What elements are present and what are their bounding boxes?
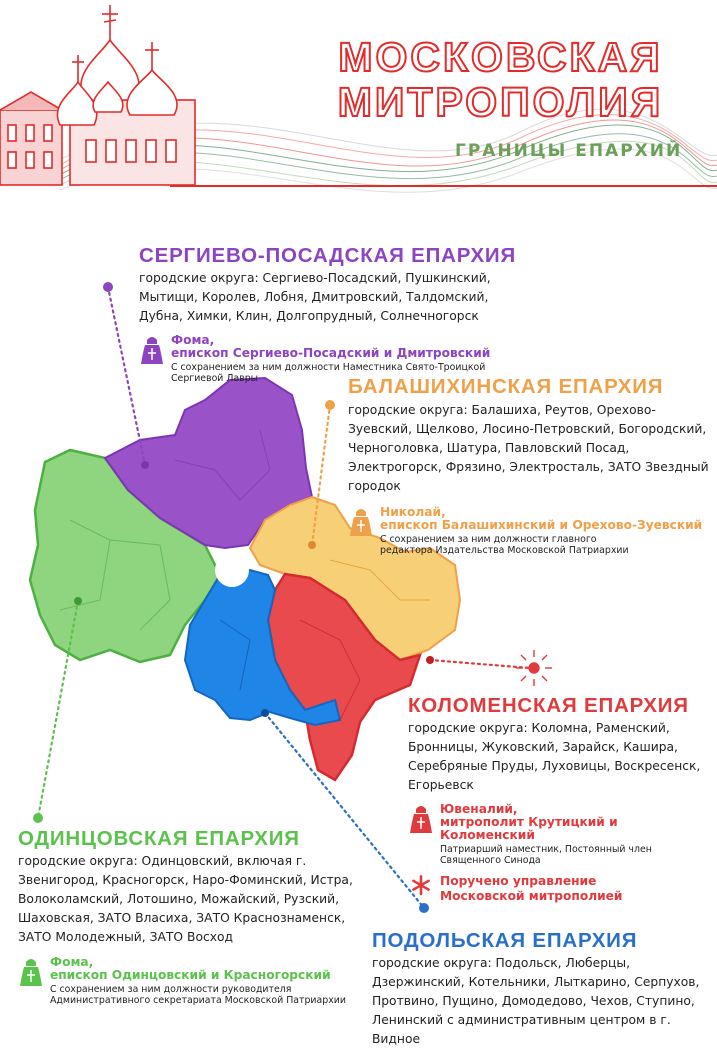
bishop-name: Ювеналий, — [440, 802, 518, 816]
eparchy-odintsovo — [18, 827, 358, 1006]
marker-sergiev-start — [141, 461, 149, 469]
bishop-name: Фома, — [171, 333, 215, 347]
eparchy-title: БАЛАШИХИНСКАЯ ЕПАРХИЯ — [348, 375, 664, 398]
eparchy-districts: городские округа: Коломна, Раменский, Бронницы, Жуковский, Зарайск, Кашира, Серебряные Пруды, Луховицы, Воскресенск, Егорьевск — [408, 721, 701, 792]
bishop-name: Фома, — [50, 955, 94, 969]
bishop-icon — [139, 334, 165, 364]
marker-podolsk-start — [261, 709, 269, 717]
marker-odintsovo-end — [33, 813, 43, 823]
eparchy-title: СЕРГИЕВО-ПОСАДСКАЯ ЕПАРХИЯ — [139, 244, 516, 267]
bishop-title: митрополит Крутицкий и Коломенский — [440, 815, 618, 842]
leader-odintsovo — [38, 601, 78, 818]
bishop-note: С сохранением за ним должности руководителя Административного секретариата Московской Патриархии — [50, 984, 346, 1006]
eparchy-districts: городские округа: Балашиха, Реутов, Орехово-Зуевский, Щелково, Лосино-Петровский, Богородский, Черноголовка, Шатура, Павловский Посад, Электрогорск, Фрязино, Электросталь, ЗАТО Звездный городок — [348, 403, 709, 493]
eparchy-title: ПОДОЛЬСКАЯ ЕПАРХИЯ — [372, 929, 638, 952]
bishop-icon — [408, 803, 434, 833]
marker-kolomna-start — [426, 656, 434, 664]
eparchy-kolomna — [408, 694, 713, 904]
bishop-title: епископ Одинцовский и Красногорский — [50, 968, 331, 982]
leader-balashikha — [312, 405, 330, 545]
bishop-note: С сохранением за ним должности главного редактора Издательства Московской Патриархии — [380, 534, 629, 556]
marker-podolsk-end — [419, 903, 429, 913]
marker-kolomna-burst — [516, 650, 552, 686]
bishop-note: Патриарший наместник, Постоянный член Священного Синода — [440, 844, 652, 866]
page-title-line1: МОСКОВСКАЯ — [338, 34, 663, 80]
eparchy-districts: городские округа: Одинцовский, включая г. Звенигород, Красногорск, Наро-Фоминский, Истра, Волоколамский, Лотошино, Можайский, Рузский, Шаховская, ЗАТО Власиха, ЗАТО Краснознаменск, ЗАТО Молодежный, ЗАТО Восход — [18, 854, 353, 944]
marker-balashikha-start — [308, 541, 316, 549]
eparchy-title: КОЛОМЕНСКАЯ ЕПАРХИЯ — [408, 694, 689, 717]
eparchy-balashikha — [348, 375, 713, 556]
marker-odintsovo-start — [74, 597, 82, 605]
page-title-line2: МИТРОПОЛИЯ — [337, 79, 664, 125]
administration-note — [408, 874, 713, 904]
bishop-note: С сохранением за ним должности Наместника Свято-Троицкой Сергиевой Лавры — [171, 362, 486, 384]
bishop-block — [18, 956, 358, 1006]
eparchy-districts: городские округа: Подольск, Люберцы, Дзержинский, Котельники, Лыткарино, Серпухов, Протвино, Пущино, Домодедово, Чехов, Ступино, Ленинский с административным центром в г. Видное — [372, 956, 700, 1046]
marker-balashikha-end — [325, 400, 335, 410]
administration-text: Поручено управление Московской митрополией — [440, 874, 623, 903]
bishop-block — [408, 803, 713, 866]
eparchy-sergiev — [139, 244, 539, 384]
bishop-block — [348, 506, 713, 556]
leader-kolomna — [430, 660, 530, 668]
eparchy-districts: городские округа: Сергиево-Посадский, Пушкинский, Мытищи, Королев, Лобня, Дмитровский, Талдомский, Дубна, Химки, Клин, Долгопрудный, Солнечногорск — [139, 271, 491, 323]
bishop-icon — [18, 956, 44, 986]
bishop-title: епископ Сергиево-Посадский и Дмитровский — [171, 346, 491, 360]
bishop-title: епископ Балашихинский и Орехово-Зуевский — [380, 518, 703, 532]
eparchy-title: ОДИНЦОВСКАЯ ЕПАРХИЯ — [18, 827, 300, 850]
page-subtitle: ГРАНИЦЫ ЕПАРХИЙ — [455, 141, 683, 161]
asterisk-icon — [408, 874, 434, 898]
bishop-name: Николай, — [380, 505, 446, 519]
marker-sergiev-end — [103, 282, 113, 292]
eparchy-podolsk — [372, 929, 712, 1049]
bishop-icon — [348, 506, 374, 536]
